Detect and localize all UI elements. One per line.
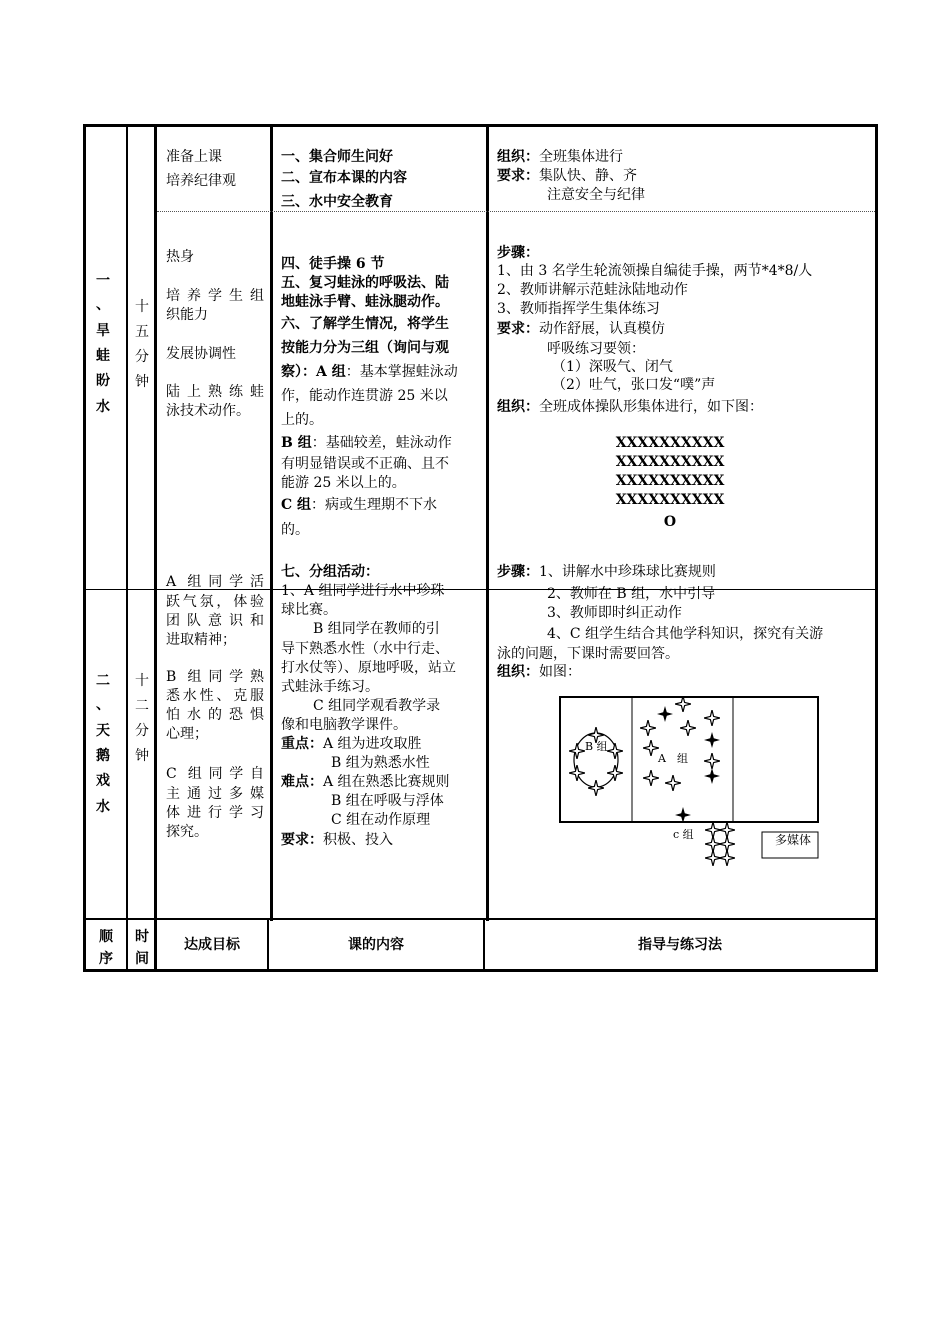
header-time-char: 间	[135, 951, 149, 967]
goal-text: 主通过多媒	[166, 786, 264, 802]
group-b-text: ：基础较差，蛙泳动作	[311, 435, 452, 451]
content-line: 式蛙泳手练习。	[281, 679, 379, 695]
content-line: 有明显错误或不正确、且不	[281, 456, 449, 472]
key-text: A 组为进攻取胜	[323, 736, 422, 752]
goal-text: B 组同学熟	[166, 669, 264, 685]
formation-row: XXXXXXXXXX	[615, 454, 725, 470]
content-line: 像和电脑教学课件。	[281, 717, 407, 733]
b-group-stars	[569, 727, 623, 796]
time-char: 五	[135, 324, 149, 340]
content-line	[281, 773, 450, 792]
dotted-divider	[157, 211, 875, 212]
goal-text: 体进行学习	[166, 805, 264, 821]
order-char: 蛙	[96, 348, 110, 364]
time-char: 钟	[135, 748, 149, 764]
order-char: 二	[96, 673, 110, 689]
req-text: 积极、投入	[323, 832, 393, 848]
content-line	[281, 496, 437, 515]
org-text: 全班集体进行	[539, 149, 623, 165]
content-line: 上的。	[281, 412, 323, 428]
order-char: 、	[96, 697, 110, 713]
order-char: 、	[96, 297, 110, 313]
content-line: 1、A 组同学进行水中珍珠	[281, 583, 445, 599]
order-char: 鹅	[96, 748, 110, 764]
header-goals: 达成目标	[184, 937, 240, 953]
req-label: 要求：	[281, 832, 323, 848]
content-line: 能游 25 米以上的。	[281, 475, 406, 491]
goal-text: A 组同学活	[166, 574, 264, 590]
content-line	[281, 831, 393, 850]
time-char: 十	[135, 673, 149, 689]
teacher-marker: O	[663, 514, 677, 530]
guide-line: 1、由 3 名学生轮流领操自编徒手操，两节*4*8/人	[497, 263, 813, 279]
order-char: 天	[96, 723, 110, 739]
content-line: 打水仗等）、原地呼吸，站立	[281, 660, 456, 676]
guide-line: 呼吸练习要领：	[547, 341, 645, 357]
group-b-label: B 组	[281, 435, 312, 451]
guide-line	[497, 563, 716, 582]
col-line-4	[486, 124, 489, 921]
order-char: 旱	[96, 323, 110, 339]
table-border-right	[875, 124, 878, 972]
difficulty-label: 难点：	[281, 774, 323, 790]
formation-row: XXXXXXXXXX	[615, 473, 725, 489]
header-order	[92, 926, 120, 970]
content-line: 一、集合师生问好	[281, 149, 393, 165]
goal-text: 团队意识和	[166, 613, 264, 629]
time-char: 分	[135, 723, 149, 739]
goal-text: 探究。	[166, 824, 208, 840]
a-group-label: A 组	[658, 752, 688, 765]
goal-text: 陆上熟练蛙	[166, 384, 264, 400]
difficulty-text: A 组在熟悉比赛规则	[323, 774, 450, 790]
header-guide: 指导与练习法	[638, 937, 722, 953]
guide-line: 泳的问题，下课时需要回答。	[497, 646, 679, 662]
goal-text: 怕水的恐惧	[166, 707, 264, 723]
order-char: 水	[96, 799, 110, 815]
content-line: 四、徒手操 6 节	[281, 256, 385, 272]
col-line-1	[126, 124, 128, 972]
org-label: 组织：	[497, 399, 539, 415]
c-group-stars	[705, 822, 735, 866]
goal-text: 培养纪律观	[166, 173, 236, 189]
order-char: 水	[96, 399, 110, 415]
guide-line: （2）吐气，张口发“噗”声	[552, 377, 716, 393]
content-line: 地蛙泳手臂、蛙泳腿动作。	[281, 294, 449, 310]
req-text: 集队快、静、齐	[539, 168, 637, 184]
header-time	[129, 926, 155, 970]
c-group-label: c 组	[673, 828, 694, 841]
goal-text: 跃气氛，体验	[166, 594, 264, 610]
order-char: 戏	[96, 773, 110, 789]
key-label: 重点：	[281, 736, 323, 752]
content-line: C 组同学观看教学录	[313, 698, 441, 714]
guide-line	[497, 148, 623, 167]
guide-line: 3、教师即时纠正动作	[547, 605, 682, 621]
content-line: 五、复习蛙泳的呼吸法、陆	[281, 275, 449, 291]
time-char: 十	[135, 299, 149, 315]
table-border-left	[83, 124, 86, 972]
goal-text: 培养学生组	[166, 288, 264, 304]
goal-text: 织能力	[166, 307, 208, 323]
header-order-char: 顺	[99, 929, 113, 945]
content-line	[281, 434, 452, 453]
guide-line	[497, 398, 763, 417]
time-char: 二	[135, 698, 149, 714]
content-line: 作，能动作连贯游 25 米以	[281, 388, 448, 404]
col-line-3	[270, 124, 273, 921]
guide-line	[497, 320, 665, 339]
table-border-bottom	[83, 969, 878, 972]
req-label: 要求：	[497, 321, 539, 337]
guide-line: （1）深吸气、闭气	[552, 359, 673, 375]
header-time-char: 时	[135, 929, 149, 945]
content-line: 按能力分为三组（询问与观	[281, 340, 449, 356]
group-c-label: C 组	[281, 497, 312, 513]
pool-diagram	[555, 690, 835, 880]
formation-row: XXXXXXXXXX	[615, 435, 725, 451]
table-border-top	[83, 124, 878, 127]
content-line: 的。	[281, 522, 309, 538]
req-label: 要求：	[497, 168, 539, 184]
media-label: 多媒体	[775, 833, 812, 847]
guide-line: 2、教师讲解示范蛙泳陆地动作	[497, 282, 688, 298]
goal-text: 准备上课	[166, 149, 222, 165]
goal-text: C 组同学自	[166, 766, 264, 782]
time-char: 分	[135, 349, 149, 365]
req-text: 动作舒展，认真模仿	[539, 321, 665, 337]
goal-text: 悉水性、克服	[166, 688, 264, 704]
b-group-label: B 组	[585, 740, 608, 753]
header-content: 课的内容	[348, 937, 404, 953]
header-order-char: 序	[99, 951, 113, 967]
goal-text: 发展协调性	[166, 346, 236, 362]
content-line: B 组为熟悉水性	[331, 755, 430, 771]
guide-line: 注意安全与纪律	[547, 187, 645, 203]
formation-row: XXXXXXXXXX	[615, 492, 725, 508]
steps-label: 步骤：	[497, 564, 539, 580]
goal-text: 热身	[166, 249, 194, 265]
guide-line	[497, 663, 581, 682]
goal-text: 进取精神；	[166, 632, 236, 648]
time-char: 钟	[135, 374, 149, 390]
goal-text: 泳技术动作。	[166, 403, 250, 419]
org-label: 组织：	[497, 149, 539, 165]
content-line	[281, 363, 458, 382]
org-label: 组织：	[497, 664, 539, 680]
org-text: 全班成体操队形集体进行，如下图：	[539, 399, 763, 415]
content-line: 球比赛。	[281, 602, 337, 618]
guide-line	[497, 167, 637, 186]
content-line	[281, 735, 422, 754]
content-line: B 组同学在教师的引	[313, 621, 440, 637]
content-line: C 组在动作原理	[331, 812, 431, 828]
content-line: 二、宣布本课的内容	[281, 170, 407, 186]
org-text: 如图：	[539, 664, 581, 680]
content-line: 七、分组活动：	[281, 564, 379, 580]
group-c-text: ：病或生理期不下水	[311, 497, 438, 513]
pool-outline	[560, 697, 818, 822]
order-char: 盼	[96, 373, 110, 389]
content-line: 导下熟悉水性（水中行走、	[281, 641, 449, 657]
col-line-2	[154, 124, 157, 972]
goal-text: 心理；	[166, 726, 208, 742]
content-line: B 组在呼吸与浮体	[331, 793, 444, 809]
header-line	[83, 918, 878, 920]
group-a-label: 察）：A 组	[281, 364, 346, 380]
step-text: 1、讲解水中珍珠球比赛规则	[539, 564, 716, 580]
order-char: 一	[96, 273, 110, 289]
guide-line: 2、教师在 B 组，水中引导	[547, 586, 716, 602]
content-line: 六、了解学生情况，将学生	[281, 316, 449, 332]
guide-line: 4、C 组学生结合其他学科知识，探究有关游	[547, 626, 824, 642]
group-a-text: ：基本掌握蛙泳动	[345, 364, 458, 380]
guide-line: 3、教师指挥学生集体练习	[497, 301, 660, 317]
content-line: 三、水中安全教育	[281, 194, 393, 210]
steps-label: 步骤：	[497, 245, 539, 261]
